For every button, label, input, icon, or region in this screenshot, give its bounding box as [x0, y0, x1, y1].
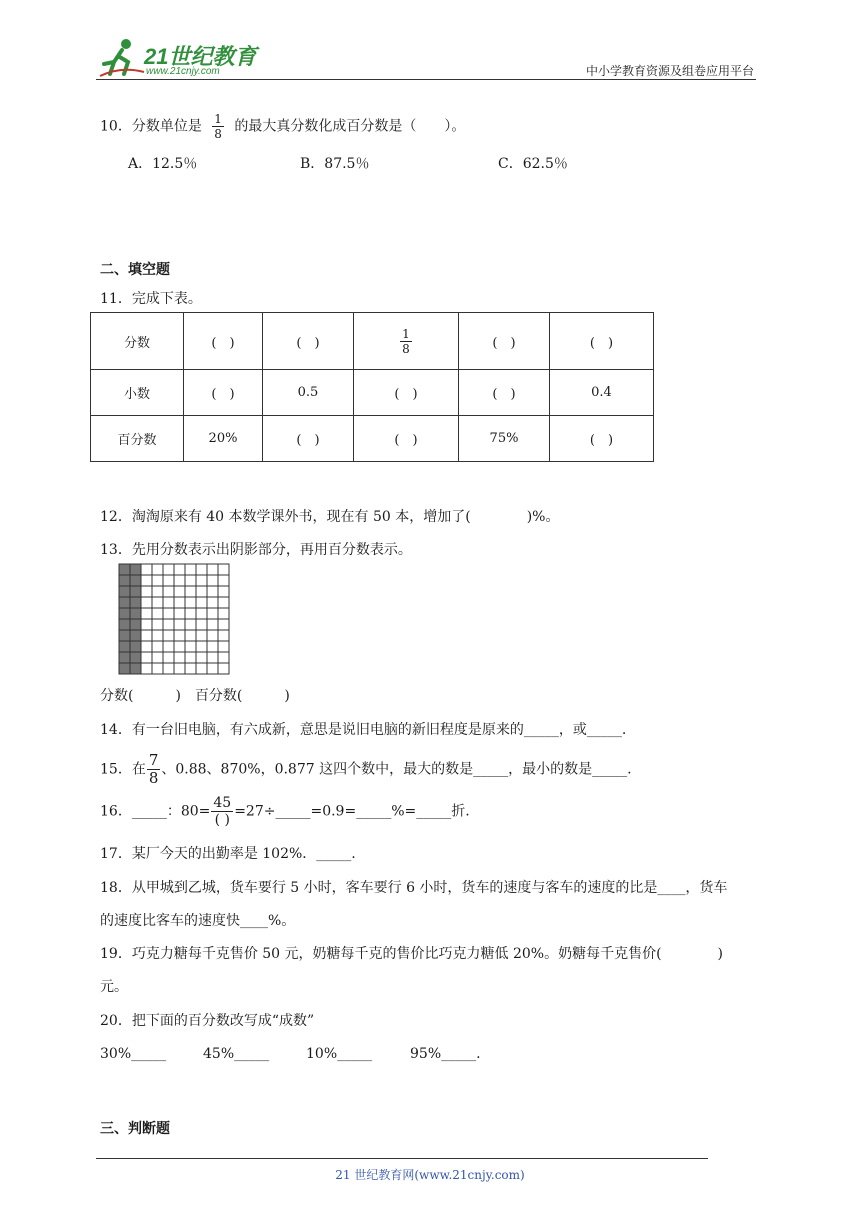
grid-cell [141, 597, 152, 608]
grid-cell [174, 630, 185, 641]
grid-cell [185, 652, 196, 663]
question-13: 13．先用分数表示出阴影部分，再用百分数表示。 [100, 542, 412, 558]
q15-post: 、0.88、870%，0.877 这四个数中，最大的数是_____，最小的数是_____. [161, 761, 632, 778]
grid-cell [152, 630, 163, 641]
grid-cell [185, 663, 196, 674]
q16-frac-num: 45 [213, 795, 232, 811]
grid-cell [152, 641, 163, 652]
grid-cell [218, 564, 229, 575]
grid-cell [185, 564, 196, 575]
frac-num: 1 [402, 326, 410, 341]
grid-cell [218, 608, 229, 619]
grid-cell [218, 641, 229, 652]
question-19-line-1: 19．巧克力糖每千克售价 50 元，奶糖每千克的售价比巧克力糖低 20%。奶糖每千克售价( ) [100, 946, 724, 962]
grid-cell-shaded [130, 575, 141, 586]
grid-cell [196, 608, 207, 619]
footer-text: 21 世纪教育网(www.21cnjy.com) [335, 1168, 525, 1182]
table-cell-fraction [354, 313, 459, 370]
grid-cell-shaded [119, 608, 130, 619]
q16-post: =27÷_____=0.9=_____%=_____折. [234, 803, 470, 820]
grid-cell [163, 586, 174, 597]
grid-cell [152, 663, 163, 674]
grid-cell-shaded [130, 608, 141, 619]
section-title-judgement: 三、判断题 [100, 1120, 170, 1136]
grid-cell [207, 608, 218, 619]
q13-answer: 分数( ) 百分数( ) [100, 688, 290, 704]
grid-cell [207, 630, 218, 641]
grid-cell-shaded [119, 652, 130, 663]
table-cell: ( ) [550, 416, 654, 462]
table-cell: 0.4 [550, 370, 654, 416]
grid-cell [218, 586, 229, 597]
question-17: 17．某厂今天的出勤率是 102%．_____. [100, 846, 356, 862]
q10-option-b: B．87.5％ [300, 156, 370, 172]
grid-cell [174, 652, 185, 663]
grid-cell [207, 641, 218, 652]
logo-text: 21世纪教育 [144, 44, 257, 69]
q20-item: 10%_____ [306, 1046, 373, 1062]
grid-cell [141, 575, 152, 586]
question-18-line-1: 18．从甲城到乙城，货车要行 5 小时，客车要行 6 小时，货车的速度与客车的速度的比是____，货车 [100, 880, 728, 896]
grid-cell [185, 608, 196, 619]
grid-cell-shaded [119, 663, 130, 674]
q20-item: 45%_____ [203, 1046, 270, 1062]
grid-cell [218, 663, 229, 674]
grid-cell [218, 597, 229, 608]
grid-cell [218, 630, 229, 641]
conversion-table [90, 312, 654, 462]
grid-cell [207, 663, 218, 674]
header-rule [96, 79, 756, 80]
q10-option-c: C．62.5％ [498, 156, 568, 172]
grid-cell-shaded [130, 652, 141, 663]
q16-fraction [211, 795, 233, 828]
grid-cell [163, 619, 174, 630]
table-row [91, 370, 654, 416]
frac-den: 8 [402, 341, 410, 356]
grid-cell-shaded [130, 663, 141, 674]
logo-url: www.21cnjy.com [146, 66, 220, 77]
grid-cell [218, 575, 229, 586]
grid-cell [196, 597, 207, 608]
grid-cell [163, 641, 174, 652]
grid-cell [196, 652, 207, 663]
grid-cell-shaded [119, 564, 130, 575]
q10-frac-den: 8 [214, 127, 222, 141]
grid-cell [163, 652, 174, 663]
q15-fraction [147, 752, 161, 787]
grid-cell [196, 564, 207, 575]
table-cell: ( ) [354, 370, 459, 416]
grid-cell [141, 641, 152, 652]
logo [96, 36, 266, 80]
grid-cell [196, 630, 207, 641]
grid-cell [152, 652, 163, 663]
platform-name: 中小学教育资源及组卷应用平台 [585, 64, 754, 78]
table-cell: ( ) [184, 313, 263, 370]
grid-cell-shaded [119, 597, 130, 608]
q15-frac-num: 7 [148, 751, 159, 769]
grid-cell [218, 652, 229, 663]
table-header-cell: 百分数 [91, 416, 184, 462]
grid-cell [207, 564, 218, 575]
grid-cell [141, 586, 152, 597]
grid-cell [141, 652, 152, 663]
table-header-cell: 小数 [91, 370, 184, 416]
grid-cell [152, 586, 163, 597]
footer-rule [96, 1158, 708, 1159]
grid-cell [163, 608, 174, 619]
hundred-square-grid [118, 563, 230, 675]
grid-cell [218, 619, 229, 630]
grid-cell [174, 619, 185, 630]
grid-cell-shaded [119, 641, 130, 652]
q20-item: 30%_____ [100, 1046, 167, 1062]
grid-cell [152, 619, 163, 630]
grid-cell [185, 619, 196, 630]
q16-frac-den: ( ) [214, 812, 230, 828]
question-11: 11．完成下表。 [100, 291, 202, 307]
grid-cell-shaded [119, 575, 130, 586]
grid-cell-shaded [130, 641, 141, 652]
fraction-1-8 [400, 327, 412, 356]
grid-cell [196, 586, 207, 597]
q10-fraction [212, 112, 224, 141]
grid-cell [152, 597, 163, 608]
grid-cell-shaded [130, 630, 141, 641]
runner-logo-icon [96, 36, 146, 80]
table-cell: ( ) [263, 416, 354, 462]
grid-cell-shaded [130, 597, 141, 608]
grid-cell [207, 575, 218, 586]
table-row [91, 313, 654, 370]
q10-frac-num: 1 [214, 112, 222, 126]
question-18-line-2: 的速度比客车的速度快____%。 [100, 913, 296, 929]
q15-frac-den: 8 [148, 769, 159, 787]
grid-cell-shaded [130, 619, 141, 630]
grid-cell [163, 597, 174, 608]
q15-pre: 15．在 [100, 761, 146, 778]
grid-cell [196, 619, 207, 630]
question-10 [100, 112, 465, 141]
grid-cell [185, 630, 196, 641]
grid-cell [141, 663, 152, 674]
question-16 [100, 795, 470, 828]
q20-item: 95%_____. [410, 1046, 481, 1062]
table-cell: ( ) [184, 370, 263, 416]
grid-cell [196, 575, 207, 586]
q10-number: 10． [100, 118, 132, 135]
grid-cell [174, 564, 185, 575]
q10-pre: 分数单位是 [131, 118, 202, 135]
grid-cell [152, 564, 163, 575]
question-19-line-2: 元。 [100, 979, 128, 995]
grid-cell [141, 608, 152, 619]
grid-cell [185, 575, 196, 586]
grid-cell [152, 608, 163, 619]
grid-cell [141, 564, 152, 575]
grid-cell [141, 630, 152, 641]
grid-cell [163, 663, 174, 674]
table-cell: ( ) [354, 416, 459, 462]
grid-cell-shaded [130, 564, 141, 575]
grid-cell [207, 597, 218, 608]
grid-cell-shaded [119, 619, 130, 630]
grid-cell [174, 586, 185, 597]
grid-cell [174, 608, 185, 619]
grid-cell-shaded [130, 586, 141, 597]
table-header-cell: 分数 [91, 313, 184, 370]
table-cell: ( ) [550, 313, 654, 370]
grid-cell [185, 597, 196, 608]
grid-cell-shaded [119, 586, 130, 597]
question-14: 14．有一台旧电脑，有六成新，意思是说旧电脑的新旧程度是原来的_____，或_____. [100, 722, 627, 738]
table-cell: 0.5 [263, 370, 354, 416]
question-20: 20．把下面的百分数改写成“成数” [100, 1013, 315, 1029]
grid-cell [174, 663, 185, 674]
table-cell: ( ) [459, 313, 550, 370]
table-cell: ( ) [263, 313, 354, 370]
q16-pre: 16．_____：80= [100, 803, 211, 820]
grid-cell [207, 619, 218, 630]
grid-cell [174, 641, 185, 652]
question-12: 12．淘淘原来有 40 本数学课外书，现在有 50 本，增加了( )%。 [100, 509, 560, 525]
q10-post: 的最大真分数化成百分数是（ ）。 [234, 118, 466, 135]
question-15 [100, 752, 632, 787]
grid-cell [152, 575, 163, 586]
q10-option-a: A．12.5％ [128, 156, 198, 172]
table-cell: 20% [184, 416, 263, 462]
grid-cell [174, 575, 185, 586]
grid-cell-shaded [119, 630, 130, 641]
grid-cell [196, 663, 207, 674]
grid-cell [207, 652, 218, 663]
grid-cell [185, 641, 196, 652]
grid-cell [163, 575, 174, 586]
grid-cell [163, 564, 174, 575]
section-title-fill-blank: 二、填空题 [100, 261, 170, 277]
table-cell: 75% [459, 416, 550, 462]
grid-cell [163, 630, 174, 641]
table-cell: ( ) [459, 370, 550, 416]
grid-cell [207, 586, 218, 597]
grid-cell [196, 641, 207, 652]
table-row [91, 416, 654, 462]
grid-cell [185, 586, 196, 597]
grid-cell [141, 619, 152, 630]
grid-cell [174, 597, 185, 608]
